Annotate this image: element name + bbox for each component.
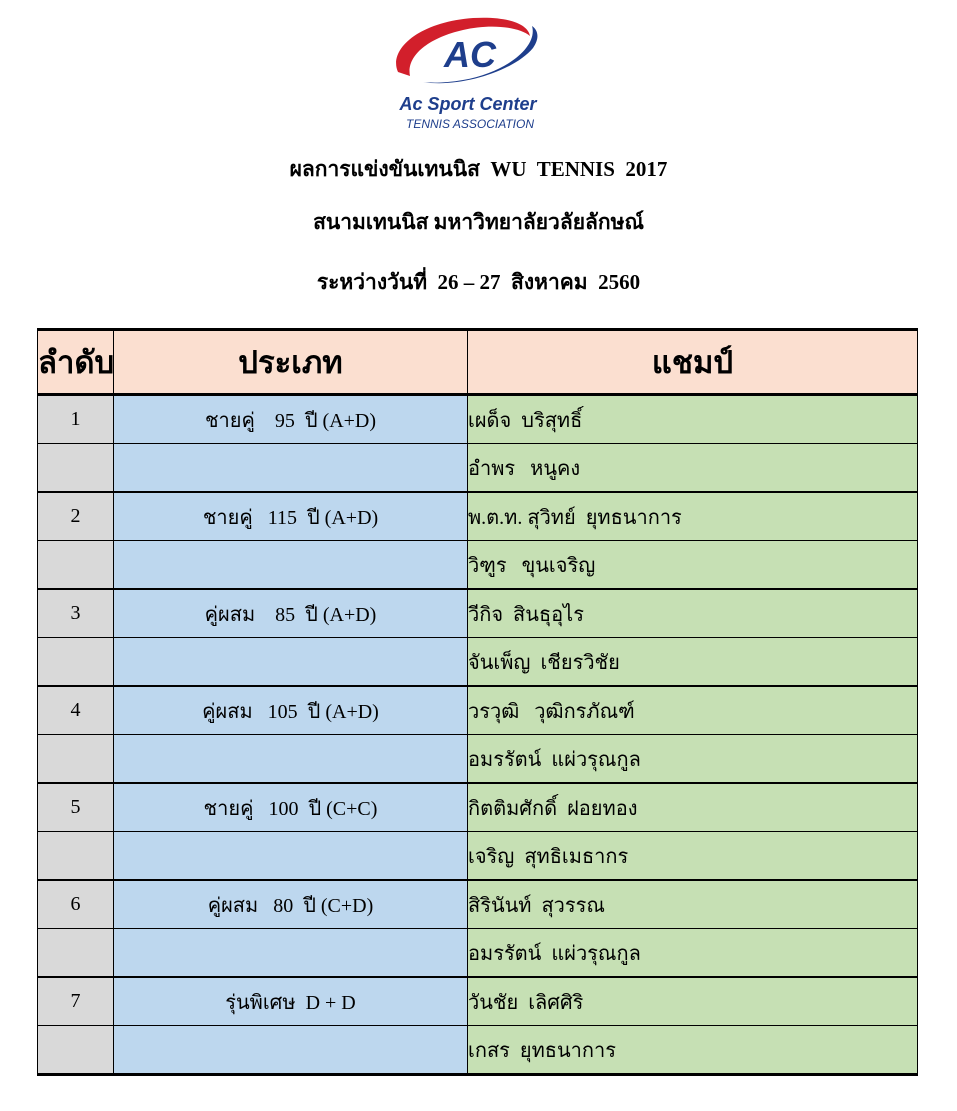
champion-cell: วันชัย เลิศศิริ: [468, 977, 918, 1026]
order-cell: 4: [38, 686, 114, 735]
table-row: [38, 977, 918, 1026]
title-line-3: ระหว่างวันที่ 26 – 27 สิงหาคม 2560: [316, 270, 641, 294]
logo-subtitle: TENNIS ASSOCIATION: [405, 117, 535, 131]
table-header-row: [38, 330, 918, 395]
order-cell: 3: [38, 589, 114, 638]
category-cell: [114, 638, 468, 687]
category-cell: คู่ผสม 85 ปี (A+D): [114, 589, 468, 638]
table-row: [38, 638, 918, 687]
champion-cell: เจริญ สุทธิเมธากร: [468, 832, 918, 881]
champion-cell: เกสร ยุทธนาการ: [468, 1026, 918, 1075]
champion-cell: อมรรัตน์ แผ่วรุณกูล: [468, 735, 918, 784]
order-cell: 5: [38, 783, 114, 832]
order-cell: 6: [38, 880, 114, 929]
champion-cell: วีกิจ สินธุอุไร: [468, 589, 918, 638]
table-row: [38, 1026, 918, 1075]
champion-cell: กิตติมศักดิ์ ฝอยทอง: [468, 783, 918, 832]
champion-cell: เผด็จ บริสุทธิ์: [468, 395, 918, 444]
category-cell: ชายคู่ 100 ปี (C+C): [114, 783, 468, 832]
order-cell: 7: [38, 977, 114, 1026]
category-cell: [114, 929, 468, 978]
champion-cell: สิรินันท์ สุวรรณ: [468, 880, 918, 929]
table-row: [38, 832, 918, 881]
title-line-2: สนามเทนนิส มหาวิทยาลัยวลัยลักษณ์: [313, 210, 644, 234]
category-cell: [114, 1026, 468, 1075]
category-cell: [114, 832, 468, 881]
header-category: ประเภท: [114, 330, 468, 395]
category-cell: [114, 444, 468, 493]
champion-cell: วรวุฒิ วุฒิกรภัณฑ์: [468, 686, 918, 735]
category-cell: รุ่นพิเศษ D + D: [114, 977, 468, 1026]
category-cell: คู่ผสม 105 ปี (A+D): [114, 686, 468, 735]
category-cell: [114, 735, 468, 784]
results-table: [37, 328, 918, 1076]
order-cell: [38, 541, 114, 590]
category-cell: ชายคู่ 115 ปี (A+D): [114, 492, 468, 541]
table-row: [38, 492, 918, 541]
table-row: [38, 686, 918, 735]
table-row: [38, 444, 918, 493]
order-cell: [38, 832, 114, 881]
order-cell: 2: [38, 492, 114, 541]
category-cell: [114, 541, 468, 590]
order-cell: [38, 638, 114, 687]
champion-cell: จันเพ็ญ เชียรวิชัย: [468, 638, 918, 687]
category-cell: ชายคู่ 95 ปี (A+D): [114, 395, 468, 444]
order-cell: [38, 735, 114, 784]
champion-cell: อมรรัตน์ แผ่วรุณกูล: [468, 929, 918, 978]
order-cell: [38, 929, 114, 978]
table-row: [38, 735, 918, 784]
logo-name: Ac Sport Center: [399, 94, 537, 114]
table-row: [38, 395, 918, 444]
table-row: [38, 541, 918, 590]
logo-mark: AC: [444, 34, 496, 75]
champion-cell: อำพร หนูคง: [468, 444, 918, 493]
champion-cell: วิฑูร ขุนเจริญ: [468, 541, 918, 590]
ac-sport-center-logo: [378, 10, 558, 132]
order-cell: 1: [38, 395, 114, 444]
header-order: ลำดับ: [38, 330, 114, 395]
champion-cell: พ.ต.ท. สุวิทย์ ยุทธนาการ: [468, 492, 918, 541]
category-cell: คู่ผสม 80 ปี (C+D): [114, 880, 468, 929]
order-cell: [38, 1026, 114, 1075]
table-row: [38, 589, 918, 638]
title-line-1: ผลการแข่งขันเทนนิส WU TENNIS 2017: [289, 157, 668, 181]
table-row: [38, 929, 918, 978]
header-champion: แชมป์: [468, 330, 918, 395]
table-row: [38, 783, 918, 832]
order-cell: [38, 444, 114, 493]
table-row: [38, 880, 918, 929]
